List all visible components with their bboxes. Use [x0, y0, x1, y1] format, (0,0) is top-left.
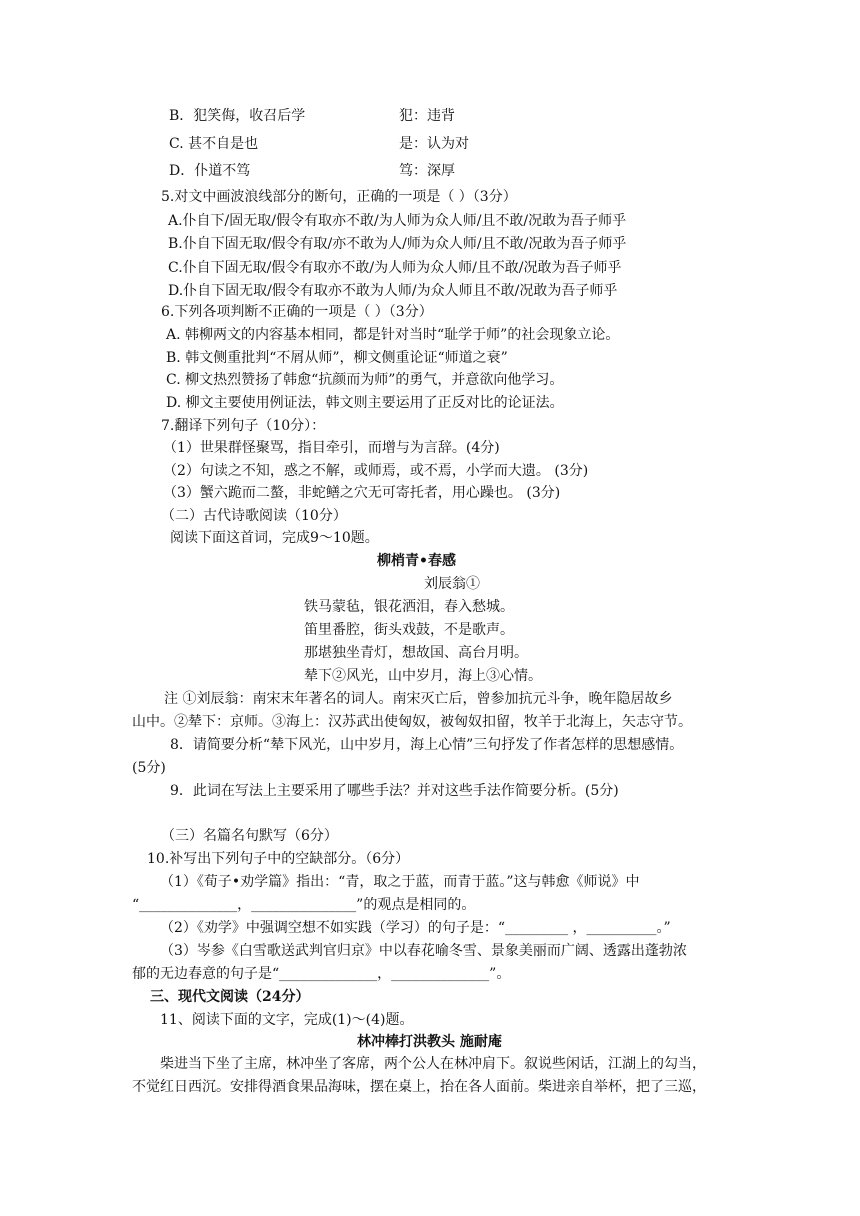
- q10-item-3-line-1: （3）岑参《白雪歌送武判官归京》中以春花喻冬雪、景象美丽而广阔、透露出蓬勃浓: [160, 943, 687, 959]
- option-b-gloss: 犯：违背: [399, 108, 455, 124]
- q6-option-a: A. 韩柳两文的内容基本相同，都是针对当时“耻学于师”的社会现象立论。: [166, 327, 620, 343]
- q5-stem: 5.对文中画波浪线部分的断句，正确的一项是（ ）（3分）: [161, 189, 517, 205]
- option-d-gloss: 笃：深厚: [399, 163, 455, 179]
- option-c: C. 甚不自是也: [169, 136, 259, 152]
- reading-title: 林冲棒打洪教头 施耐庵: [357, 1034, 502, 1050]
- q10-item-3-line-2: 郁的无边春意的句子是“______________，______________”。: [132, 966, 511, 982]
- poem-note-line-2: 山中。②辇下：京师。③海上：汉苏武出使匈奴，被匈奴扣留，牧羊于北海上，矢志守节。: [132, 714, 692, 730]
- poem-line-2: 笛里番腔，街头戏鼓，不是歌声。: [304, 622, 514, 638]
- q7-item-2: （2）句读之不知，惑之不解，或师焉，或不焉，小学而大遗。 (3分): [163, 463, 589, 479]
- poem-line-3: 那堪独坐青灯，想故国、高台月明。: [304, 645, 528, 661]
- q10-item-1-line-2: “______________，_______________”的观点是相同的。: [132, 897, 476, 913]
- part3-heading: 三、现代文阅读（24分）: [150, 989, 310, 1005]
- q8-line-1: 8．请简要分析“辇下风光，山中岁月，海上心情”三句抒发了作者怎样的思想感情。: [170, 737, 684, 753]
- option-d: D．仆道不笃: [169, 163, 251, 179]
- poem-line-1: 铁马蒙毡，银花洒泪，春入愁城。: [304, 599, 514, 615]
- q5-option-c: C.仆自下固无取/假令有取亦不敢/为人师为众人师/且不敢/况敢为吾子师乎: [168, 260, 622, 276]
- q6-stem: 6.下列各项判断不正确的一项是（ ）（3分）: [161, 304, 433, 320]
- q5-option-d: D.仆自下固无取/假令有取亦不敢为人师/为众人师且不敢/况敢为吾子师乎: [168, 283, 618, 299]
- poem-author: 刘辰翁①: [424, 576, 480, 592]
- poem-title: 柳梢青•春感: [377, 553, 456, 569]
- section2-heading: （二）古代诗歌阅读（10分）: [161, 508, 347, 524]
- q10-item-2: （2）《劝学》中强调空想不如实践（学习）的句子是：“_________ ，__________。”: [160, 920, 671, 936]
- q7-item-1: （1）世果群怪聚骂，指目牵引，而增与为言辞。(4分): [163, 440, 500, 456]
- reading-para-line-2: 不觉红日西沉。安排得酒食果品海味，摆在桌上，抬在各人面前。柴进亲自举杯，把了三巡，: [132, 1079, 706, 1095]
- q6-option-c: C. 柳文热烈赞扬了韩愈“抗颜而为师”的勇气，并意欲向他学习。: [166, 372, 564, 388]
- poem-note-line-1: 注 ①刘辰翁：南宋末年著名的词人。南宋灭亡后，曾参加抗元斗争，晚年隐居故乡: [164, 691, 673, 707]
- option-c-gloss: 是：认为对: [399, 136, 469, 152]
- q5-option-b: B.仆自下固无取/假令有取/亦不敢为人/师为众人师/且不敢/况敢为吾子师乎: [168, 236, 627, 252]
- poem-line-4: 辇下②风光，山中岁月，海上③心情。: [304, 668, 542, 684]
- option-b: B．犯笑侮，收召后学: [169, 108, 306, 124]
- q10-item-1-line-1: （1）《荀子•劝学篇》指出：“青，取之于蓝，而青于蓝。”这与韩愈《师说》中: [160, 874, 640, 890]
- reading-para-line-1: 柴进当下坐了主席，林冲坐了客席，两个公人在林冲肩下。叙说些闲话，江湖上的勾当，: [160, 1056, 706, 1072]
- q8-line-2: (5分): [132, 760, 166, 776]
- q9: 9．此词在写法上主要采用了哪些手法？并对这些手法作简要分析。(5分): [170, 783, 619, 799]
- q6-option-d: D. 柳文主要使用例证法，韩文则主要运用了正反对比的论证法。: [166, 395, 564, 411]
- q10: 10.补写出下列句子中的空缺部分。（6分）: [147, 851, 410, 867]
- q7-stem: 7.翻译下列句子（10分）：: [161, 418, 326, 434]
- q5-option-a: A.仆自下/固无取/假令有取亦不敢/为人师为众人师/且不敢/况敢为吾子师乎: [168, 213, 627, 229]
- q11: 11、阅读下面的文字，完成(1)～(4)题。: [160, 1012, 414, 1028]
- section3-heading: （三）名篇名句默写（6分）: [161, 828, 338, 844]
- q6-option-b: B. 韩文侧重批判“不屑从师”，柳文侧重论证“师道之衰”: [166, 350, 508, 366]
- q7-item-3: （3）蟹六跪而二螯，非蛇鳝之穴无可寄托者，用心躁也。 (3分): [163, 485, 561, 501]
- section2-intro: 阅读下面这首词，完成9～10题。: [170, 530, 379, 546]
